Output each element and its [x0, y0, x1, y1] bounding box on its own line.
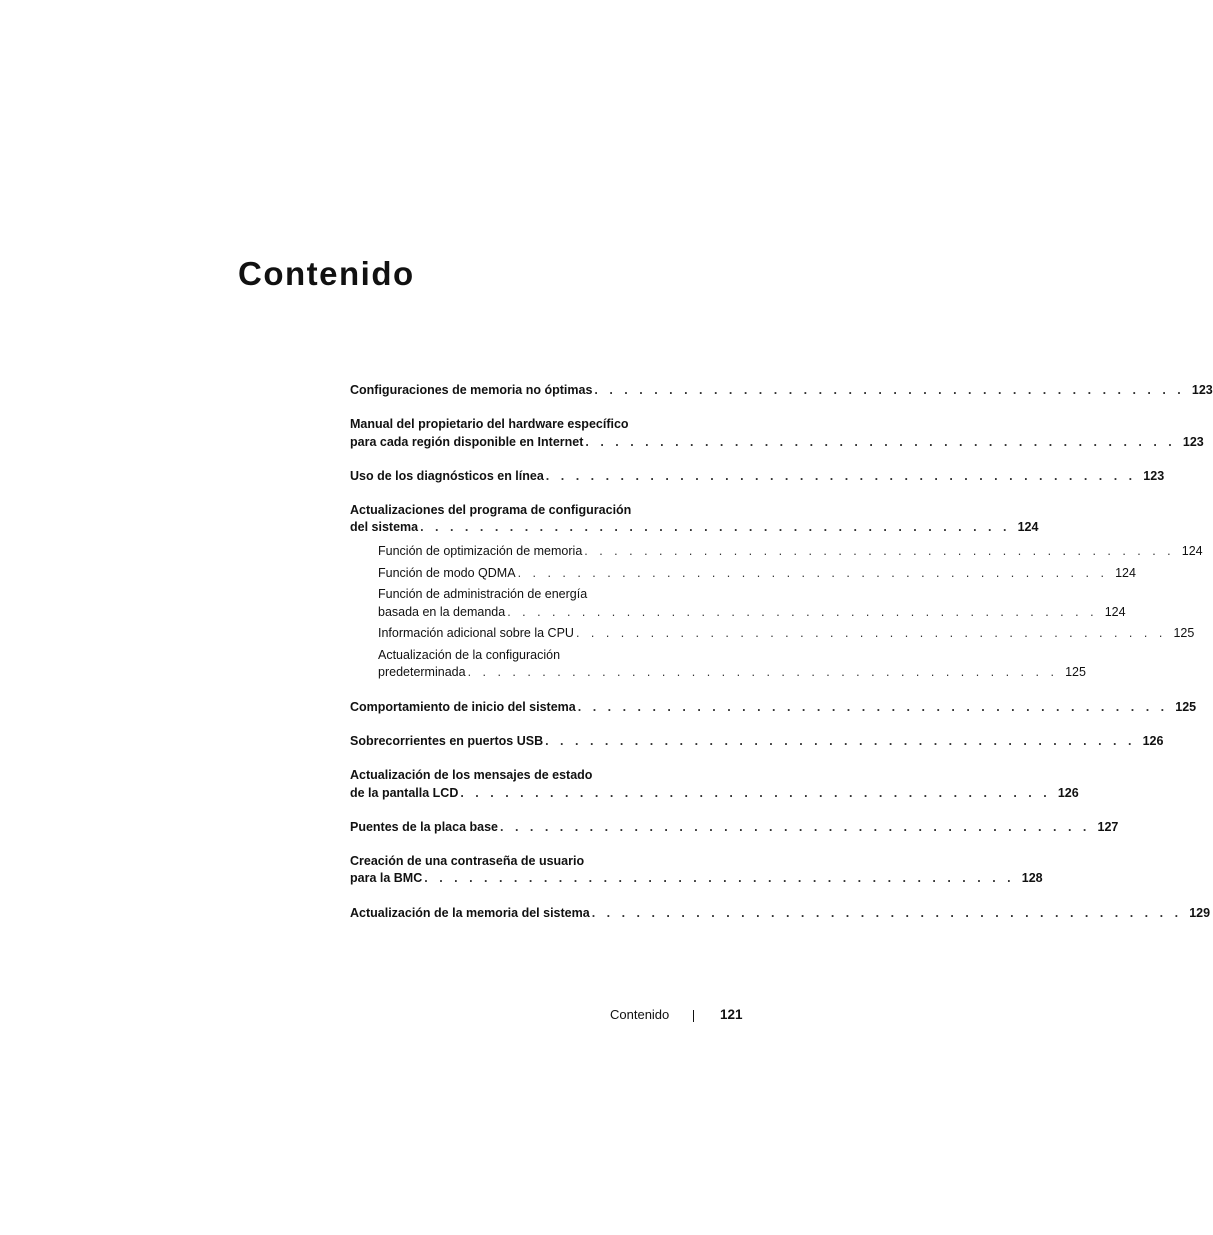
toc-page-number: 125 — [1173, 626, 1195, 640]
toc-entry-line[interactable] — [350, 732, 1164, 750]
toc-leader-dots: . . . . . . . . . . . . . . . . . . . . . . . . . . . . . . . . . . . . . . . . — [517, 566, 1108, 580]
toc-entry-title: de la pantalla LCD — [350, 786, 459, 800]
toc-leader-dots: . . . . . . . . . . . . . . . . . . . . . . . . . . . . . . . . . . . . . . . . — [420, 520, 1011, 534]
toc-leader-dots: . . . . . . . . . . . . . . . . . . . . . . . . . . . . . . . . . . . . . . . . — [577, 700, 1169, 714]
toc-entry-line[interactable] — [350, 904, 1211, 922]
toc-leader-dots: . . . . . . . . . . . . . . . . . . . . . . . . . . . . . . . . . . . . . . . . — [500, 820, 1091, 834]
toc-entry-title: Información adicional sobre la CPU — [378, 626, 574, 640]
toc-leader-dots: . . . . . . . . . . . . . . . . . . . . . . . . . . . . . . . . . . . . . . . . — [545, 734, 1136, 748]
toc-leader-dots: . . . . . . . . . . . . . . . . . . . . . . . . . . . . . . . . . . . . . . . . — [585, 435, 1176, 449]
toc-leader-dots: . . . . . . . . . . . . . . . . . . . . . . . . . . . . . . . . . . . . . . . . — [584, 544, 1175, 558]
toc-entry-line[interactable] — [378, 624, 1195, 642]
toc-page-number: 125 — [1175, 700, 1197, 714]
toc-entry-title: Actualización de los mensajes de estado — [350, 768, 593, 782]
toc-entry-title: del sistema — [350, 520, 419, 534]
page-title: Contenido — [238, 255, 415, 292]
toc-entry-title: Comportamiento de inicio del sistema — [350, 700, 576, 714]
toc-entry-line[interactable] — [378, 564, 1136, 582]
toc-leader-dots: . . . . . . . . . . . . . . . . . . . . . . . . . . . . . . . . . . . . . . . . — [424, 871, 1015, 885]
toc-leader-dots: . . . . . . . . . . . . . . . . . . . . . . . . . . . . . . . . . . . . . . . . — [467, 665, 1058, 679]
toc-entry-line[interactable] — [378, 663, 1086, 681]
toc-page-number: 123 — [1191, 383, 1213, 397]
toc-entry-line[interactable] — [350, 698, 1197, 716]
toc-entry-line — [378, 585, 688, 603]
toc-page-number: 126 — [1142, 734, 1164, 748]
toc-entry-title: para cada región disponible en Internet — [350, 435, 584, 449]
toc-page-number: 127 — [1097, 820, 1119, 834]
toc-entry-title: Creación de una contraseña de usuario — [350, 854, 585, 868]
toc-entry-title: Función de administración de energía — [378, 587, 588, 601]
toc-leader-dots: . . . . . . . . . . . . . . . . . . . . . . . . . . . . . . . . . . . . . . . . — [545, 469, 1137, 483]
toc-entry-line[interactable] — [378, 603, 1126, 621]
footer-divider — [693, 1010, 694, 1022]
toc-entry-line[interactable] — [350, 518, 1039, 536]
toc-entry-title: Sobrecorrientes en puertos USB — [350, 734, 544, 748]
toc-page-number: 129 — [1189, 906, 1211, 920]
toc-page-number: 126 — [1057, 786, 1079, 800]
toc-entry-title: predeterminada — [378, 665, 466, 679]
toc-entry-line[interactable] — [378, 542, 1203, 560]
toc-leader-dots: . . . . . . . . . . . . . . . . . . . . . . . . . . . . . . . . . . . . . . . . — [594, 383, 1185, 397]
toc-entry-line — [350, 415, 688, 433]
toc-page-number: 124 — [1115, 566, 1136, 580]
toc-page-number: 123 — [1143, 469, 1165, 483]
toc-entry-title: Función de optimización de memoria — [378, 544, 583, 558]
toc-entry-title: Manual del propietario del hardware específico — [350, 417, 629, 431]
toc-leader-dots: . . . . . . . . . . . . . . . . . . . . . . . . . . . . . . . . . . . . . . . . — [507, 605, 1098, 619]
toc-entry-title: para la BMC — [350, 871, 423, 885]
toc-entry-line[interactable] — [350, 818, 1119, 836]
toc-entry-line[interactable] — [350, 467, 1165, 485]
toc-entry-line — [350, 501, 688, 519]
toc-entry-title: Uso de los diagnósticos en línea — [350, 469, 544, 483]
toc-entry-title: Actualización de la configuración — [378, 648, 561, 662]
toc-leader-dots: . . . . . . . . . . . . . . . . . . . . . . . . . . . . . . . . . . . . . . . . — [591, 906, 1183, 920]
toc-entry-title: Función de modo QDMA — [378, 566, 516, 580]
toc-entry-line[interactable] — [350, 433, 1204, 451]
toc-entry-line[interactable] — [350, 784, 1079, 802]
toc-page-number: 124 — [1104, 605, 1126, 619]
toc-page-number: 124 — [1181, 544, 1203, 558]
toc-entry-line — [378, 646, 688, 664]
toc-entry-line[interactable] — [350, 869, 1043, 887]
toc-entry-line — [350, 766, 688, 784]
toc-entry-title: basada en la demanda — [378, 605, 506, 619]
toc-leader-dots: . . . . . . . . . . . . . . . . . . . . . . . . . . . . . . . . . . . . . . . . — [460, 786, 1051, 800]
toc-page-number: 124 — [1017, 520, 1039, 534]
toc-entry-line[interactable] — [350, 381, 1213, 399]
toc-entry-title: Puentes de la placa base — [350, 820, 498, 834]
toc-leader-dots: . . . . . . . . . . . . . . . . . . . . . . . . . . . . . . . . . . . . . . . . — [575, 626, 1167, 640]
toc-entry-title: Configuraciones de memoria no óptimas — [350, 383, 593, 397]
toc-entry-title: Actualizaciones del programa de configuración — [350, 503, 632, 517]
toc-page-number: 123 — [1182, 435, 1204, 449]
footer-section-label: Contenido — [610, 1007, 670, 1022]
footer-page-number: 121 — [720, 1007, 743, 1022]
toc-entry-line — [350, 852, 688, 870]
toc-page-number: 128 — [1021, 871, 1043, 885]
toc-page-number: 125 — [1065, 665, 1086, 679]
toc-entry-title: Actualización de la memoria del sistema — [350, 906, 590, 920]
